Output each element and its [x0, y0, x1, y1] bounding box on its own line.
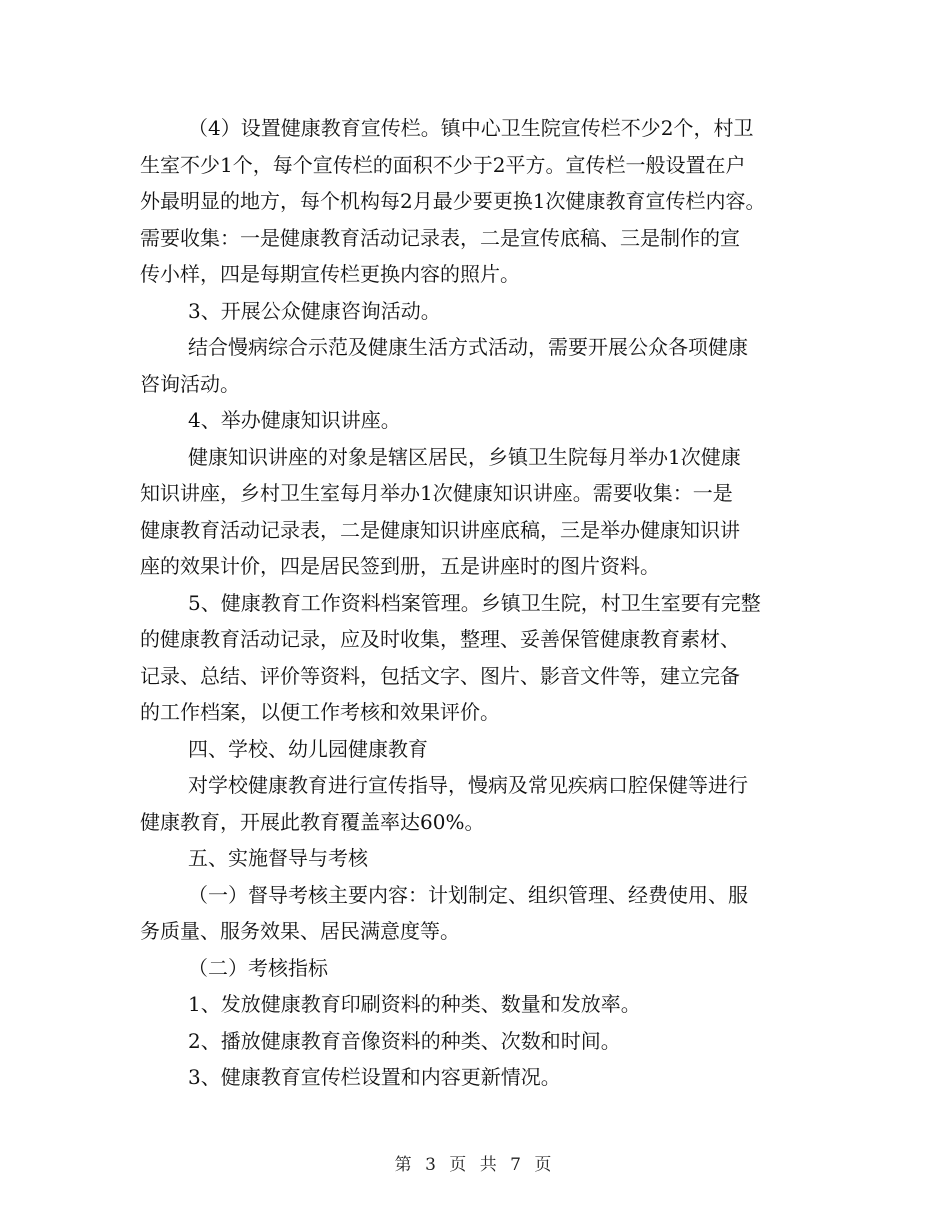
text-line: 需要收集：一是健康教育活动记录表，二是宣传底稿、三是制作的宣 — [140, 225, 740, 250]
text-line: （二）考核指标 — [188, 955, 328, 980]
text-line: 五、实施督导与考核 — [188, 846, 368, 870]
text-line: 咨询活动。 — [140, 371, 240, 396]
text-line: 四、学校、幼儿园健康教育 — [188, 736, 428, 761]
text-line: 健康教育活动记录表，二是健康知识讲座底稿，三是举办健康知识讲 — [140, 517, 740, 542]
page-number-footer: 第 3 页 共 7 页 — [394, 1155, 556, 1175]
text-line: 1、发放健康教育印刷资料的种类、数量和发放率。 — [188, 992, 641, 1016]
document-body — [140, 110, 830, 1096]
text-line: 健康教育，开展此教育覆盖率达60%。 — [140, 809, 485, 834]
text-line: 外最明显的地方，每个机构每2月最少要更换1次健康教育宣传栏内容。 — [140, 189, 766, 213]
text-line: 2、播放健康教育音像资料的种类、次数和时间。 — [188, 1028, 621, 1053]
text-line: 座的效果计价，四是居民签到册，五是讲座时的图片资料。 — [140, 554, 660, 578]
text-line: 务质量、服务效果、居民满意度等。 — [140, 919, 460, 943]
text-line: 3、开展公众健康咨询活动。 — [188, 298, 441, 323]
text-line: 传小样，四是每期宣传栏更换内容的照片。 — [140, 262, 520, 286]
text-line: 知识讲座，乡村卫生室每月举办1次健康知识讲座。需要收集：一是 — [140, 481, 733, 505]
text-line: 3、健康教育宣传栏设置和内容更新情况。 — [188, 1065, 561, 1089]
text-line: （一）督导考核主要内容：计划制定、组织管理、经费使用、服 — [188, 882, 748, 907]
text-line: （4）设置健康教育宣传栏。镇中心卫生院宣传栏不少2个，村卫 — [188, 116, 754, 140]
text-line: 对学校健康教育进行宣传指导，慢病及常见疾病口腔保健等进行 — [188, 773, 748, 797]
text-line: 记录、总结、评价等资料，包括文字、图片、影音文件等，建立完备 — [140, 663, 740, 688]
text-line: 的工作档案，以便工作考核和效果评价。 — [140, 700, 500, 724]
document-text — [140, 110, 830, 1096]
text-line: 结合慢病综合示范及健康生活方式活动，需要开展公众各项健康 — [188, 335, 748, 359]
text-line: 5、健康教育工作资料档案管理。乡镇卫生院，村卫生室要有完整 — [188, 590, 761, 615]
text-line: 生室不少1个，每个宣传栏的面积不少于2平方。宣传栏一般设置在户 — [140, 152, 746, 177]
text-line: 健康知识讲座的对象是辖区居民，乡镇卫生院每月举办1次健康 — [188, 444, 741, 469]
text-line: 的健康教育活动记录，应及时收集，整理、妥善保管健康教育素材、 — [140, 627, 740, 651]
text-line: 4、举办健康知识讲座。 — [188, 408, 401, 432]
